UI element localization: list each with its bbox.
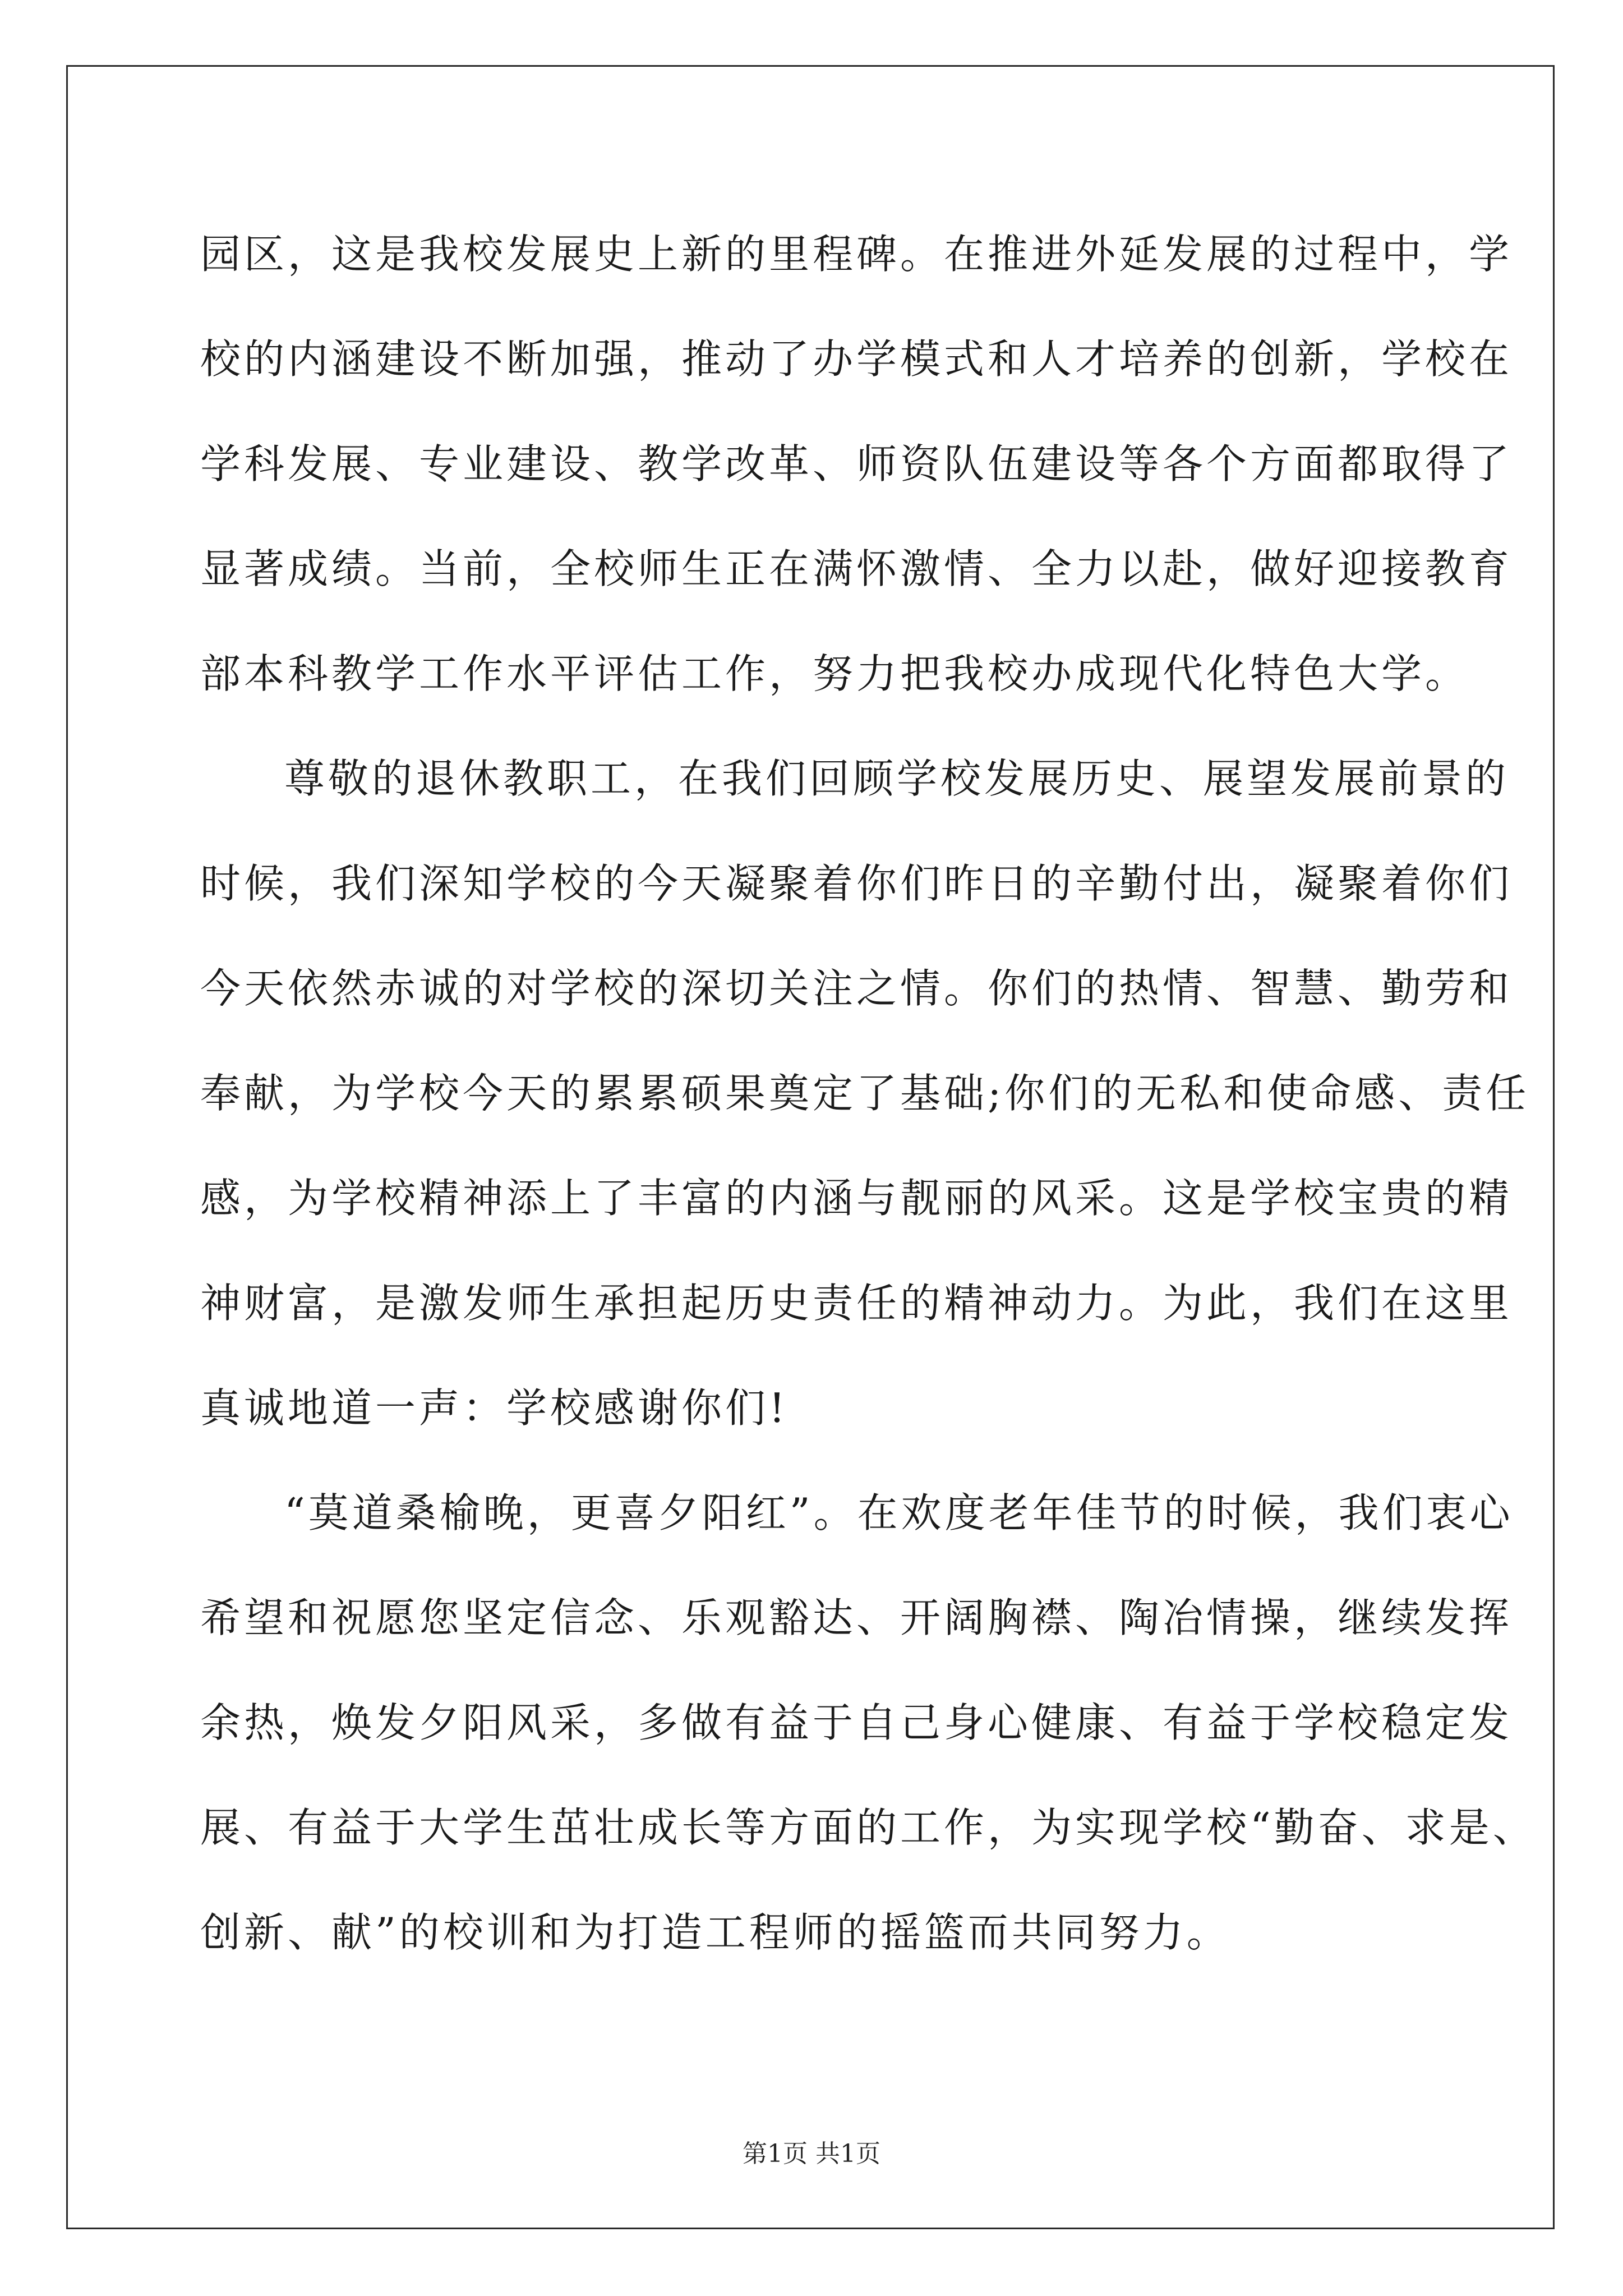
page-footer: 第1页 共1页 xyxy=(743,2139,880,2168)
text-line: 时候，我们深知学校的今天凝聚着你们昨日的辛勤付出，凝聚着你们 xyxy=(200,860,1513,907)
text-line: 希望和祝愿您坚定信念、乐观豁达、开阔胸襟、陶冶情操，继续发挥 xyxy=(200,1594,1513,1641)
text-line: 今天依然赤诚的对学校的深切关注之情。你们的热情、智慧、勤劳和 xyxy=(200,965,1513,1012)
text-line: 感，为学校精神添上了丰富的内涵与靓丽的风采。这是学校宝贵的精 xyxy=(200,1175,1513,1222)
text-line: 余热，焕发夕阳风采，多做有益于自己身心健康、有益于学校稳定发 xyxy=(200,1699,1513,1746)
text-line: 学科发展、专业建设、教学改革、师资队伍建设等各个方面都取得了 xyxy=(200,440,1513,487)
text-line: 显著成绩。当前，全校师生正在满怀激情、全力以赴，做好迎接教育 xyxy=(200,545,1513,592)
text-line: 校的内涵建设不断加强，推动了办学模式和人才培养的创新，学校在 xyxy=(200,335,1513,383)
text-line: 创新、献”的校训和为打造工程师的摇篮而共同努力。 xyxy=(200,1909,1230,1956)
text-line: 展、有益于大学生茁壮成长等方面的工作，为实现学校“勤奋、求是、 xyxy=(200,1804,1537,1851)
paragraph-start-line: 尊敬的退休教职工，在我们回顾学校发展历史、展望发展前景的 xyxy=(284,755,1510,802)
text-line: 奉献，为学校今天的累累硕果奠定了基础;你们的无私和使命感、责任 xyxy=(200,1070,1530,1117)
text-line: 真诚地道一声：学校感谢你们! xyxy=(200,1384,789,1432)
text-line: 神财富，是激发师生承担起历史责任的精神动力。为此，我们在这里 xyxy=(200,1280,1513,1327)
document-body xyxy=(200,202,1537,1985)
text-line: 园区，这是我校发展史上新的里程碑。在推进外延发展的过程中，学 xyxy=(200,231,1513,278)
text-line: 部本科教学工作水平评估工作，努力把我校办成现代化特色大学。 xyxy=(200,650,1469,697)
paragraph-start-line: “莫道桑榆晚，更喜夕阳红”。在欢度老年佳节的时候，我们衷心 xyxy=(284,1489,1514,1536)
